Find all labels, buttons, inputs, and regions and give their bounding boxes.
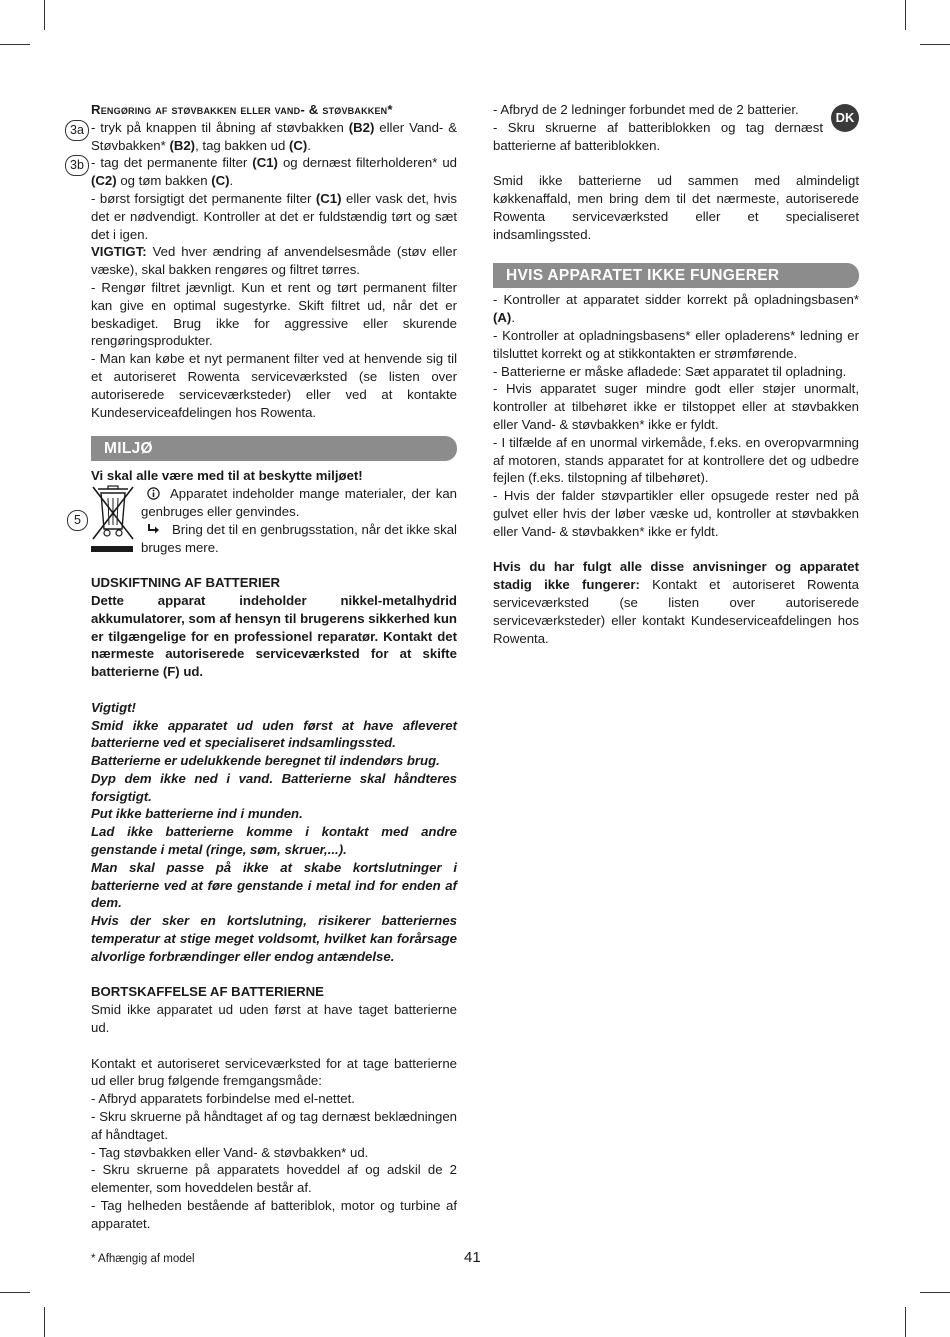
- trouble-item: - Kontroller at apparatet sidder korrekt på opladningsbasen* (A).: [493, 292, 859, 326]
- trouble-item: - I tilfælde af en unormal virkemåde, f.eks. en overopvarmning af motoren, stands apparatet for at kontrollere det og udbedre fejlen (f.eks. tilstopning af tilbehøret).: [493, 434, 859, 486]
- step-3b-text: - tag det permanente filter (C1) og dernæst filterholderen* ud (C2) og tøm bakken (C).: [91, 155, 457, 189]
- trouble-item: - Hvis apparatet suger mindre godt eller støjer unormalt, kontroller at tilbehøret ikke er tilstoppet eller at støvbakken eller Vand- & støvbakken* ikke er fyldt.: [493, 381, 859, 432]
- env-recycle-line: Bring det til en genbrugsstation, når det ikke skal bruges mere.: [141, 521, 457, 555]
- footnote: * Afhængig af model: [91, 1253, 195, 1265]
- battery-replace-text: Dette apparat indeholder nikkel-metalhydrid akkumulatorer, som af hensyn til brugerens sikkerhed kun er tilgængelige for en professionel reparatør. Kontakt det nærmeste autoriserede serviceværksted for at skifte batterierne (F) ud.: [91, 592, 457, 680]
- crop-mark: [0, 44, 30, 45]
- final-advice: Hvis du har fulgt alle disse anvisninger og apparatet stadig ikke fungerer: Kontakt et autoriseret Rowenta serviceværksted (se listen over autoriserede serviceværksteder) eller kontakt Kundeserviceafdelingen hos Rowenta.: [493, 559, 859, 646]
- warning-item: Dyp dem ikke ned i vand. Batterierne skal håndteres forsigtigt.: [91, 770, 457, 804]
- step-marker-5: 5: [67, 510, 88, 531]
- battery-replace-heading: UDSKIFTNING AF BATTERIER: [91, 575, 281, 591]
- cleaning-heading: Rengøring af støvbakken eller vand- & støvbakken*: [91, 102, 393, 117]
- warning-item: Lad ikke batterierne komme i kontakt med andre genstande i metal (ringe, søm, skruer,...).: [91, 824, 457, 858]
- trouble-item: - Batterierne er måske afladede: Sæt apparatet til opladning.: [493, 363, 847, 379]
- environment-banner: MILJØ: [91, 436, 457, 461]
- brush-filter-text: - børst forsigtigt det permanente filter (C1) eller vask det, hvis det er nødvendigt. Kontroller at det er fuldstændig tørt og sæt det i igen.: [91, 190, 457, 242]
- disposal-intro: Smid ikke apparatet ud uden først at have taget batterierne ud.: [91, 1002, 457, 1036]
- crop-mark: [44, 0, 45, 30]
- disposal-heading: BORTSKAFFELSE AF BATTERIERNE: [91, 984, 324, 1000]
- left-column: [91, 101, 457, 1233]
- step-3a-text: - tryk på knappen til åbning af støvbakken (B2) eller Vand- & Støvbakken* (B2), tag bakken ud (C).: [91, 119, 457, 153]
- warning-title: Vigtigt!: [91, 699, 136, 715]
- disposal-note: Smid ikke batterierne ud sammen med almindeligt køkkenaffald, men bring dem til det nærmeste, autoriserede Rowenta serviceværksted eller et specialiseret indsamlingssted.: [493, 173, 859, 242]
- warning-item: Hvis der sker en kortslutning, risikerer batteriernes temperatur at stige meget voldsomt, hvilket kan forårsage alvorlige forbrændinger eller endog antændelse.: [91, 913, 457, 964]
- env-info-line: Apparatet indeholder mange materialer, der kan genbruges eller genvindes.: [141, 486, 457, 519]
- disposal-contact: Kontakt et autoriseret serviceværksted for at tage batterierne ud eller brug følgende fremgangsmåde:: [91, 1055, 457, 1089]
- crop-mark: [905, 1307, 906, 1337]
- crop-mark: [920, 44, 950, 45]
- step-marker-3b: 3b: [65, 155, 89, 176]
- buy-filter-text: - Man kan købe et nyt permanent filter ved at henvende sig til et autoriseret Rowenta serviceværksted (se listen over autoriserede serviceværksteder) eller ved at kontakte Kundeserviceafdelingen hos Rowenta.: [91, 351, 457, 420]
- return-arrow-icon: [147, 523, 160, 535]
- disposal-step: - Skru skruerne på apparatets hoveddel af og adskil de 2 elementer, som hoveddelen består af.: [91, 1162, 457, 1196]
- crop-mark: [920, 1292, 950, 1293]
- warning-item: Put ikke batterierne ind i munden.: [91, 806, 303, 822]
- environment-info-block: [91, 485, 457, 556]
- crossed-bin-icon: [91, 485, 135, 545]
- warning-item: Man skal passe på ikke at skabe kortslutninger i batterierne ved at føre genstande i metal ind for enden af dem.: [91, 859, 457, 911]
- disposal-step: - Tag helheden bestående af batteriblok, motor og turbine af apparatet.: [91, 1198, 457, 1231]
- trouble-item: - Kontroller at opladningsbasens* eller opladerens* ledning er tilsluttet korrekt og at stikkontakten er strømførende.: [493, 327, 859, 361]
- disposal-step: - Afbryd de 2 ledninger forbundet med de 2 batterier.: [493, 102, 799, 117]
- language-badge: DK: [831, 104, 859, 132]
- disposal-step: - Skru skruerne på håndtaget af og tag dernæst beklædningen af håndtaget.: [91, 1109, 457, 1142]
- crop-mark: [905, 0, 906, 30]
- trouble-item: - Hvis der falder støvpartikler eller opsugede rester ned på gulvet eller hvis der løber væske ud, kontroller at støvbakken eller Vand- & støvbakken* ikke er fyldt.: [493, 488, 859, 539]
- warning-item: Smid ikke apparatet ud uden først at have afleveret batterierne ved et specialiseret indsamlingssted.: [91, 717, 457, 751]
- important-note: VIGTIGT: Ved hver ændring af anvendelsesmåde (støv eller væske), skal bakken rengøres og filtret tørres.: [91, 244, 457, 278]
- right-column: [493, 101, 859, 647]
- step-marker-3a: 3a: [65, 120, 89, 141]
- black-bar: [91, 546, 133, 552]
- info-circle-icon: [147, 487, 160, 500]
- crop-mark: [0, 1292, 30, 1293]
- clean-filter-text: - Rengør filtret jævnligt. Kun et rent og tørt permanent filter kan give en optimal sugestyrke. Skift filtret ud, når det er beskadiget. Brug ikke for aggressive eller skurende rengøringsprodukter.: [91, 279, 457, 349]
- troubleshooting-banner: HVIS APPARATET IKKE FUNGERER: [493, 263, 859, 288]
- crop-mark: [44, 1307, 45, 1337]
- disposal-step: - Tag støvbakken eller Vand- & støvbakken* ud.: [91, 1144, 369, 1160]
- page-number: 41: [464, 1249, 481, 1266]
- warning-item: Batterierne er udelukkende beregnet til indendørs brug.: [91, 753, 440, 769]
- disposal-step: - Skru skruerne af batteriblokken og tag dernæst batterierne af batteriblokken.: [493, 119, 823, 153]
- environment-title: Vi skal alle være med til at beskytte miljøet!: [91, 468, 363, 484]
- disposal-step: - Afbryd apparatets forbindelse med el-nettet.: [91, 1091, 355, 1107]
